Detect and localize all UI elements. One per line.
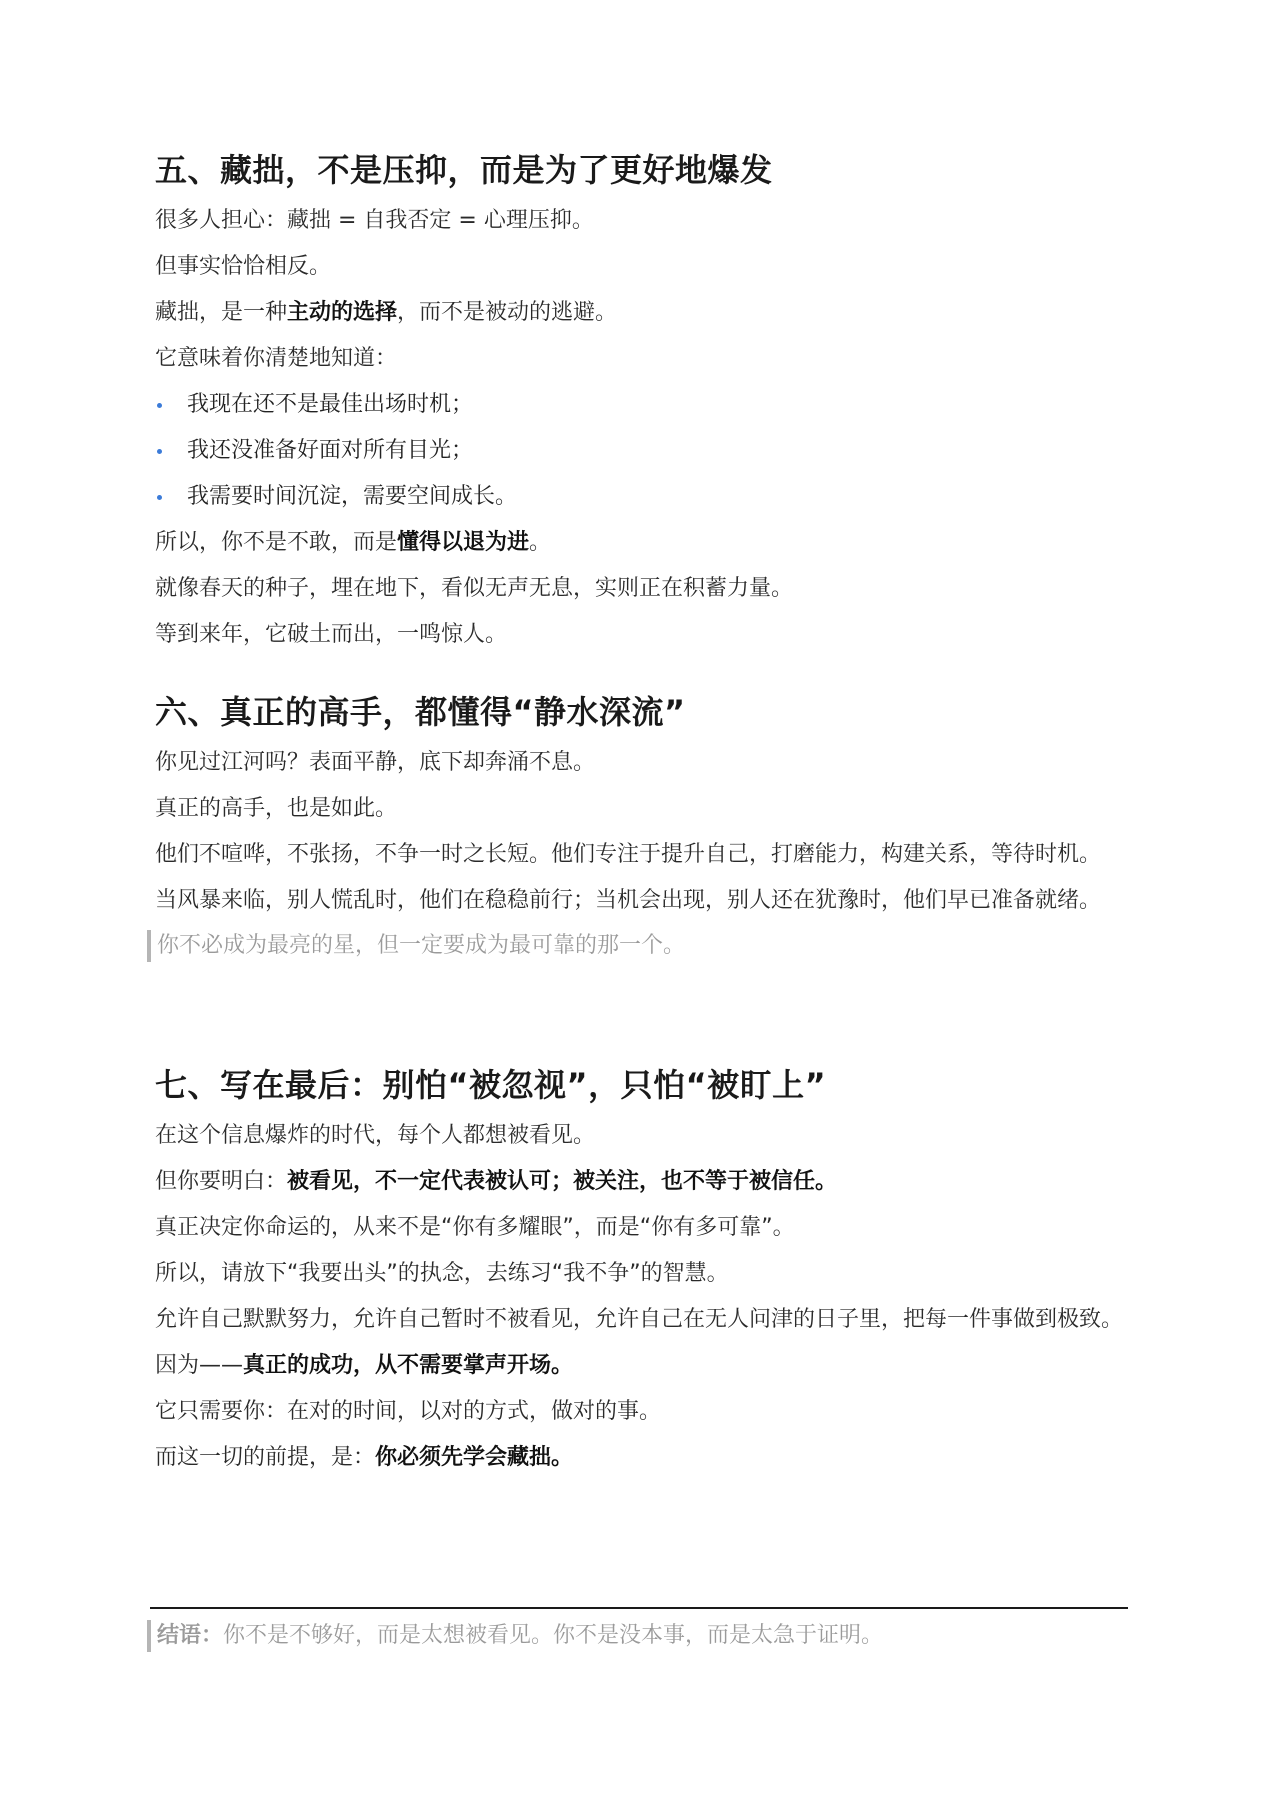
text-run: ，而不是被动的逃避。 [397, 300, 618, 325]
list-item: 我还没准备好面对所有目光； [155, 434, 1130, 468]
section-6 [155, 690, 1130, 962]
blockquote: 你不必成为最亮的星，但一定要成为最可靠的那一个。 [147, 930, 1130, 962]
text-run: 所以，你不是不敢，而是 [155, 530, 398, 555]
paragraph: 你见过江河吗？表面平静，底下却奔涌不息。 [155, 750, 596, 775]
bold-text: 你必须先学会藏拙。 [375, 1445, 574, 1470]
conclusion-label: 结语： [157, 1623, 224, 1648]
paragraph [155, 1349, 1130, 1383]
paragraph: 真正决定你命运的，从来不是“你有多耀眼”，而是“你有多可靠”。 [155, 1215, 795, 1240]
section-5 [155, 148, 1130, 652]
paragraph: 允许自己默默努力，允许自己暂时不被看见，允许自己在无人问津的日子里，把每一件事做到极致。 [155, 1307, 1124, 1332]
paragraph: 就像春天的种子，埋在地下，看似无声无息，实则正在积蓄力量。 [155, 576, 794, 601]
text-run: 而这一切的前提，是： [155, 1445, 376, 1470]
paragraph: 它只需要你：在对的时间，以对的方式，做对的事。 [155, 1399, 662, 1424]
bullet-list [155, 388, 1130, 514]
section-5-title: 五、藏拙，不是压抑，而是为了更好地爆发 [155, 151, 773, 189]
text-run: 但你要明白： [155, 1169, 288, 1194]
paragraph: 当风暴来临，别人慌乱时，他们在稳稳前行；当机会出现，别人还在犹豫时，他们早已准备就绪。 [155, 888, 1102, 913]
paragraph: 他们不喧哗，不张扬，不争一时之长短。他们专注于提升自己，打磨能力，构建关系，等待时机。 [155, 842, 1102, 867]
conclusion-text: 你不是不够好，而是太想被看见。你不是没本事，而是太急于证明。 [223, 1623, 884, 1648]
bold-text: 懂得以退为进 [397, 530, 530, 555]
paragraph: 很多人担心：藏拙 = 自我否定 = 心理压抑。 [155, 208, 594, 233]
section-7-title: 七、写在最后：别怕“被忽视”，只怕“被盯上” [155, 1066, 827, 1104]
list-item: 我需要时间沉淀，需要空间成长。 [155, 480, 1130, 514]
blockquote [147, 1620, 1127, 1652]
text-run: 藏拙，是一种 [155, 300, 288, 325]
paragraph [155, 296, 1130, 330]
text-run: 因为—— [155, 1353, 244, 1378]
paragraph: 所以，请放下“我要出头”的执念，去练习“我不争”的智慧。 [155, 1261, 729, 1286]
paragraph [155, 1165, 1130, 1199]
paragraph: 但事实恰恰相反。 [155, 254, 332, 279]
conclusion-quote [147, 1620, 1127, 1652]
paragraph: 在这个信息爆炸的时代，每个人都想被看见。 [155, 1123, 596, 1148]
bold-text: 真正的成功，从不需要掌声开场。 [243, 1353, 574, 1378]
list-item: 我现在还不是最佳出场时机； [155, 388, 1130, 422]
paragraph: 真正的高手，也是如此。 [155, 796, 398, 821]
text-run: 。 [529, 530, 552, 555]
bold-text: 被看见，不一定代表被认可；被关注，也不等于被信任。 [287, 1169, 838, 1194]
section-7 [155, 1063, 1130, 1475]
bold-text: 主动的选择 [287, 300, 398, 325]
section-6-title: 六、真正的高手，都懂得“静水深流” [155, 693, 686, 731]
horizontal-divider [150, 1607, 1128, 1609]
paragraph: 它意味着你清楚地知道： [155, 346, 398, 371]
paragraph [155, 526, 1130, 560]
paragraph: 等到来年，它破土而出，一鸣惊人。 [155, 622, 508, 647]
paragraph [155, 1441, 1130, 1475]
